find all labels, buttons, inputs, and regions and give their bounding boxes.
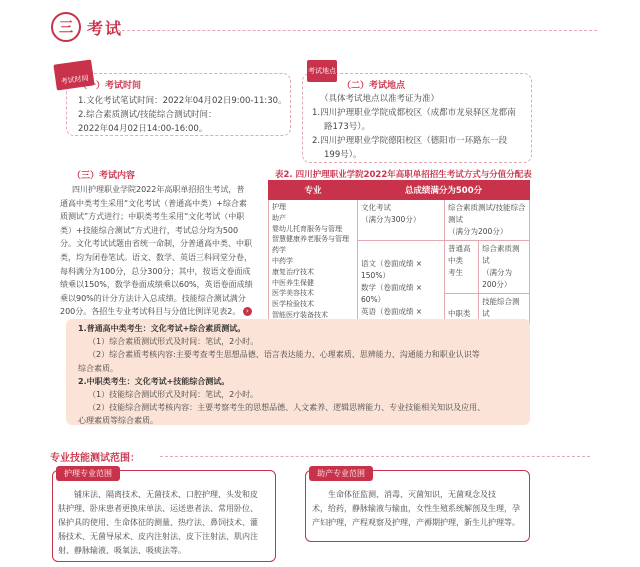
exam-time-line: 2.综合素质测试/技能综合测试时间：	[78, 110, 217, 120]
exam-time-heading: （一）考试时间	[78, 81, 142, 91]
rules-line: （1）综合素质测试形式及时间：笔试，2小时。	[88, 337, 259, 347]
exam-place-line: 2.四川护理职业学院德阳校区（德阳市一环路东一段	[312, 136, 508, 146]
section-title: 考试	[87, 19, 124, 38]
exam-content-line: 分。文化考试试题由省统一命制，分普通高中类、中职	[60, 239, 252, 249]
nursing-scope-line: 肠技术、无菌导尿术、皮内注射法、皮下注射法、肌内注	[58, 532, 258, 541]
rules-heading-vocational: 2.中职类考生：文化考试+技能综合测试。	[78, 376, 230, 386]
table-comprehensive-top: 综合素质测试/技能综合测试 （满分为200分）	[445, 200, 530, 241]
midwifery-scope-line: 生命体征监测、消毒、灭菌知识，无菌观念及技	[328, 490, 496, 499]
exam-place-heading: （二）考试地点	[342, 81, 406, 91]
rules-line: 心理素质等综合素质。	[78, 416, 158, 426]
midwifery-scope-tag: 助产专业范围	[309, 466, 373, 481]
rules-line: （2）综合素质考核内容:主要考查考生思想品德、语言表达能力、心理素质、思辨能力、沟通能力和职业认识等	[88, 350, 480, 360]
table-vocational-label: 中职类	[445, 294, 479, 347]
midwifery-scope-text	[312, 488, 527, 530]
table-culture-top: 文化考试 （满分为300分）	[358, 200, 445, 241]
section-number-badge	[51, 12, 81, 42]
exam-content-line: 绩乘以150%，数学卷面成绩乘以60%，英语卷面成绩	[60, 280, 253, 290]
table-culture-bottom: 语文（卷面成绩 × 150%） 数学（卷面成绩 × 60%） 英语（卷面成绩 ×	[358, 241, 445, 347]
table-major: 助产	[272, 213, 286, 222]
table-major: 康复治疗技术	[272, 267, 314, 276]
table-vocational-score: 技能综合测试	[479, 294, 530, 347]
nursing-scope-line: 保护具的使用、生命体征的测量、热疗法、鼻饲技术、灌	[58, 518, 258, 527]
table-major: 智慧健康养老服务与管理	[272, 235, 349, 244]
table-major: 护理	[272, 203, 286, 211]
exam-content-line: 质测试”方式进行；中职类考生采用“文化考试（中职	[60, 212, 245, 222]
nursing-scope-line: 肤护理、卧床患者更换床单法、运送患者法、常用卧位、	[58, 504, 258, 513]
midwifery-scope-line: 产妇护理，产程观察及护理，产褥期护理，新生儿护理等。	[312, 518, 520, 527]
nursing-scope-tag: 护理专业范围	[56, 466, 120, 481]
arrow-right-icon: ›	[243, 307, 252, 316]
rules-line: （1）技能综合测试形式及时间：笔试，2小时。	[88, 390, 259, 400]
table-major: 智能医疗装备技术	[272, 310, 328, 319]
exam-place-tag-label: 考试地点	[308, 67, 336, 75]
exam-place-line: 199号）。	[324, 150, 362, 160]
section-number: 三	[59, 20, 73, 36]
nursing-scope-text	[58, 488, 273, 558]
exam-rules	[78, 322, 523, 428]
table-major: 药学	[272, 246, 286, 255]
skill-scope-heading: 专业技能测试范围：	[50, 453, 140, 464]
exam-content-line: 200分。各招生专业考试科目与分值比例详见表2。	[60, 307, 241, 317]
rules-line: 综合素质。	[78, 363, 118, 373]
exam-place-line: 1.四川护理职业学院成都校区（成都市龙泉驿区龙都南	[312, 108, 516, 118]
exam-time-content	[78, 78, 288, 136]
skill-scope-divider	[160, 456, 590, 457]
title-divider	[117, 30, 597, 31]
midwifery-scope-line: 术，给药，静脉输液与输血，女性生殖系统解剖及生理，孕	[312, 504, 520, 513]
nursing-scope-line: 射、静脉输液、吸氧法、吸痰法等。	[58, 546, 186, 555]
table-highschool-score: 综合素质测试 （满分为200分）	[479, 241, 530, 294]
table-major: 婴幼儿托育服务与管理	[272, 224, 342, 233]
exam-content-line: 类）+技能综合测试”方式进行，考试总分均为500	[60, 225, 239, 235]
nursing-scope-line: 铺床法、隔离技术、无菌技术、口腔护理、头发和皮	[74, 490, 258, 499]
rules-line: （2）技能综合测试考核内容：主要考察考生的思想品德、人文素养、逻辑思辨能力、专业技能相关知识及应用、	[88, 403, 486, 413]
exam-time-line: 2022年04月02日14:00-16:00。	[78, 124, 208, 134]
table-major: 医学检验技术	[272, 300, 314, 309]
exam-content-line: 每科满分为100分，总分300分；其中，按语文卷面成	[60, 266, 251, 276]
rules-heading-highschool: 1.普通高中类考生：文化考试+综合素质测试。	[78, 324, 246, 333]
table-major: 中医养生保健	[272, 278, 314, 287]
exam-place-line: 路173号）。	[324, 122, 370, 132]
exam-place-content	[312, 78, 527, 162]
exam-content-line: 类，均为闭卷笔试。语文、数学、英语三科同堂分卷，	[60, 252, 252, 262]
table-major: 中药学	[272, 256, 293, 265]
table-title: 表2. 四川护理职业学院2022年高职单招招生考试方式与分值分配表	[275, 170, 532, 180]
exam-content	[60, 168, 268, 319]
exam-content-heading: （三）考试内容	[72, 171, 136, 181]
exam-content-line: 通高中类考生采用“文化考试（普通高中类）+综合素	[60, 198, 247, 208]
exam-content-line: 四川护理职业学院2022年高职单招招生考试，普	[72, 185, 245, 194]
table-major: 医学美容技术	[272, 289, 314, 298]
table-highschool-label: 普通高中类 考生	[445, 241, 479, 294]
table-header-major: 专业	[269, 181, 358, 200]
exam-place-line: （具体考试地点以准考证为准）	[320, 94, 440, 104]
table-header-score: 总成绩满分为500分	[358, 181, 530, 200]
exam-content-line: 乘以90%的计分方法计入总成绩。技能综合测试满分	[60, 293, 246, 303]
exam-content-text	[60, 183, 268, 319]
exam-time-tag-label: 考试时间	[60, 74, 90, 86]
exam-time-line: 1.文化考试笔试时间：2022年04月02日9:00-11:30。	[78, 96, 287, 106]
